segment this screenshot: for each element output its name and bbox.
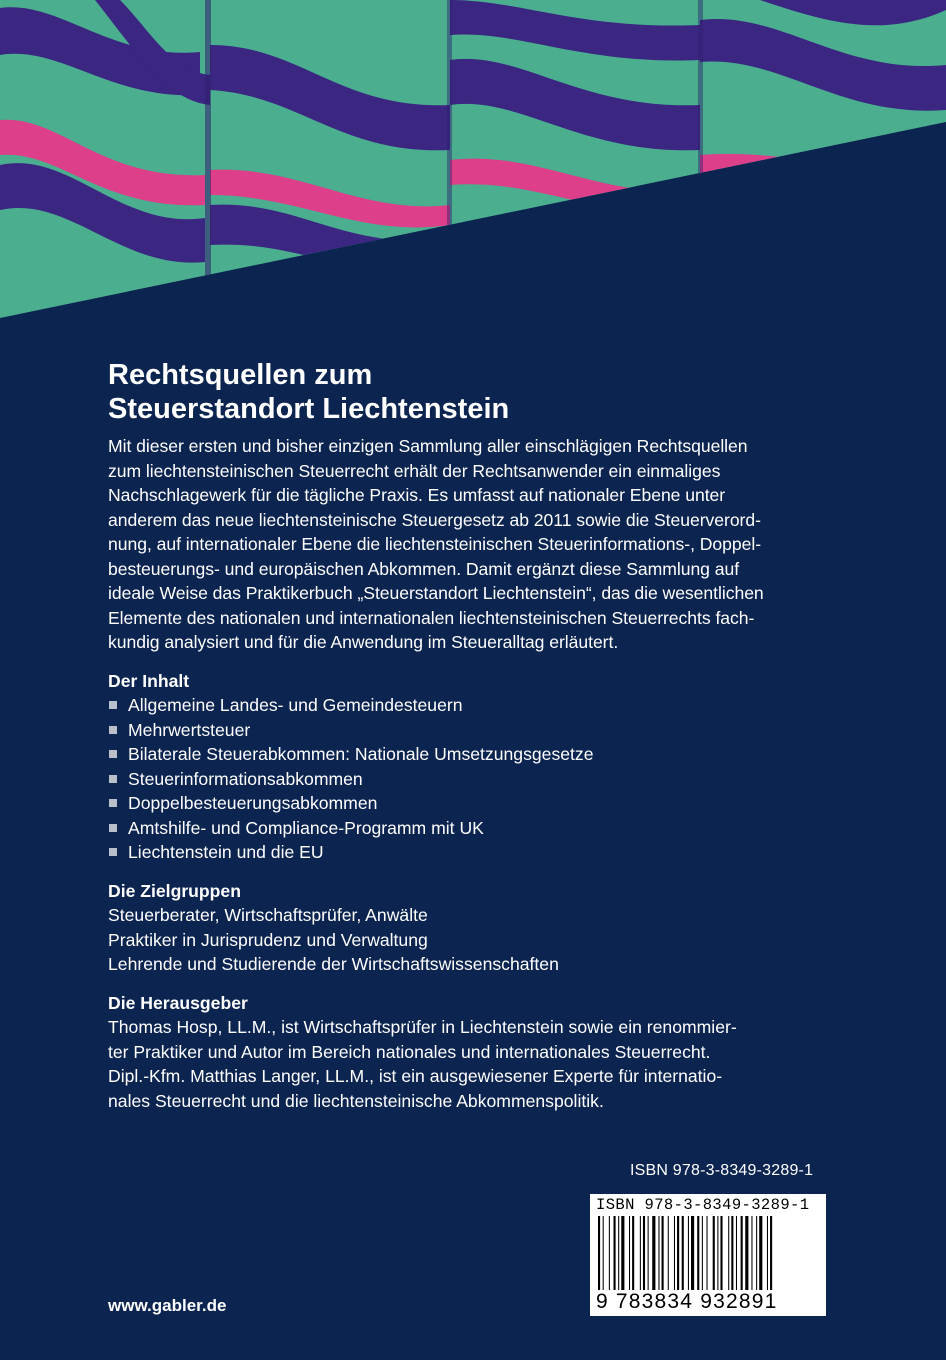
list-item: Steuerinformationsabkommen <box>108 767 828 792</box>
barcode-bar <box>770 1216 772 1290</box>
zielgruppen-heading: Die Zielgruppen <box>108 880 241 901</box>
barcode-bar <box>668 1216 669 1290</box>
barcode-bar <box>618 1216 619 1290</box>
herausgeber-line: Thomas Hosp, LL.M., ist Wirtschaftsprüfer in Liechtenstein sowie ein renommier- <box>108 1017 737 1037</box>
zielgruppe-line: Steuerberater, Wirtschaftsprüfer, Anwälte <box>108 905 428 925</box>
barcode-bar <box>632 1216 634 1290</box>
barcode-bar <box>682 1216 684 1290</box>
intro-line: nung, auf internationaler Ebene die liechtensteinischen Steuerinformations-, Doppel- <box>108 534 762 554</box>
intro-line: anderem das neue liechtensteinische Steuergesetz ab 2011 sowie die Steuerverord- <box>108 509 761 530</box>
intro-line: Elemente des nationalen und internationalen liechtensteinischen Steuerrechts fach- <box>108 607 755 628</box>
intro-line: Nachschlagewerk für die tägliche Praxis. Es umfasst auf nationaler Ebene unter <box>108 485 726 505</box>
zielgruppen-lines <box>108 903 828 977</box>
barcode-bar <box>688 1216 689 1290</box>
isbn-barcode <box>590 1194 826 1316</box>
list-item: Doppelbesteuerungsabkommen <box>108 791 828 816</box>
barcode-bar <box>697 1216 699 1290</box>
barcode-bar <box>598 1216 600 1290</box>
barcode-bar <box>621 1216 624 1290</box>
herausgeber-line: ter Praktiker und Autor im Bereich nationales und internationales Steuerrecht. <box>108 1041 711 1062</box>
barcode-bar <box>674 1216 675 1290</box>
list-item: Amtshilfe- und Compliance-Programm mit UK <box>108 816 828 841</box>
back-cover-text <box>108 358 828 1113</box>
intro-line: kundig analysiert und für die Anwendung im Steueralltag erläutert. <box>108 632 619 652</box>
intro-line: ideale Weise das Praktikerbuch „Steuerstandort Liechtenstein“, das die wesentlichen <box>108 583 764 603</box>
barcode-bar <box>713 1216 715 1290</box>
list-item: Mehrwertsteuer <box>108 718 828 743</box>
barcode-bar <box>652 1216 655 1290</box>
barcode-bar <box>614 1216 616 1290</box>
isbn-label: ISBN 978-3-8349-3289-1 <box>630 1162 814 1179</box>
book-title <box>108 358 828 426</box>
barcode-bar <box>717 1216 718 1290</box>
barcode-bar <box>677 1216 679 1290</box>
barcode-bar <box>756 1216 757 1290</box>
barcode-bar <box>648 1216 649 1290</box>
barcode-bar <box>745 1216 748 1290</box>
inhalt-heading: Der Inhalt <box>108 670 190 691</box>
barcode-bar <box>629 1216 630 1290</box>
barcode-bar <box>759 1216 762 1290</box>
inhalt-list <box>108 693 828 865</box>
barcode-bar <box>662 1216 664 1290</box>
barcode-top-text: ISBN 978-3-8349-3289-1 <box>596 1196 810 1214</box>
barcode-bar <box>728 1216 729 1290</box>
barcode-bars <box>596 1216 822 1290</box>
title-line-2: Steuerstandort Liechtenstein <box>108 393 510 425</box>
intro-line: besteuerungs- und europäischen Abkommen. Damit ergänzt diese Sammlung auf <box>108 558 740 579</box>
intro-paragraph <box>108 434 828 655</box>
herausgeber-line: nales Steuerrecht und die liechtensteinische Abkommenspolitik. <box>108 1090 604 1111</box>
title-line-1: Rechtsquellen zum <box>108 359 373 391</box>
intro-line: zum liechtensteinischen Steuerrecht erhält der Rechtsanwender ein einmaliges <box>108 460 721 481</box>
barcode-bar <box>603 1216 604 1290</box>
herausgeber-lines <box>108 1015 828 1113</box>
barcode-digits: 9 783834 932891 <box>596 1290 778 1313</box>
list-item: Allgemeine Landes- und Gemeindesteuern <box>108 693 828 718</box>
barcode-bar <box>751 1216 752 1290</box>
barcode-bar <box>741 1216 743 1290</box>
zielgruppe-line: Praktiker in Jurisprudenz und Verwaltung <box>108 929 428 950</box>
intro-line: Mit dieser ersten und bisher einzigen Sammlung aller einschlägigen Rechtsquellen <box>108 436 748 456</box>
barcode-bar <box>736 1216 737 1290</box>
herausgeber-heading: Die Herausgeber <box>108 992 248 1013</box>
barcode-bar <box>707 1216 708 1290</box>
list-item: Liechtenstein und die EU <box>108 840 828 865</box>
barcode-bar <box>720 1216 722 1290</box>
publisher-url: www.gabler.de <box>108 1296 227 1315</box>
barcode-bar <box>691 1216 694 1290</box>
barcode-bar <box>658 1216 659 1290</box>
cover-wave-pattern <box>0 0 946 320</box>
herausgeber-line: Dipl.-Kfm. Matthias Langer, LL.M., ist ein ausgewiesener Experte für internatio- <box>108 1066 723 1086</box>
barcode-bar <box>702 1216 703 1290</box>
barcode-bar <box>767 1216 768 1290</box>
list-item: Bilaterale Steuerabkommen: Nationale Umsetzungsgesetze <box>108 742 828 767</box>
zielgruppe-line: Lehrende und Studierende der Wirtschaftswissenschaften <box>108 954 559 974</box>
barcode-bar <box>609 1216 610 1290</box>
barcode-bar <box>643 1216 645 1290</box>
barcode-bar <box>731 1216 733 1290</box>
barcode-bar <box>640 1216 641 1290</box>
